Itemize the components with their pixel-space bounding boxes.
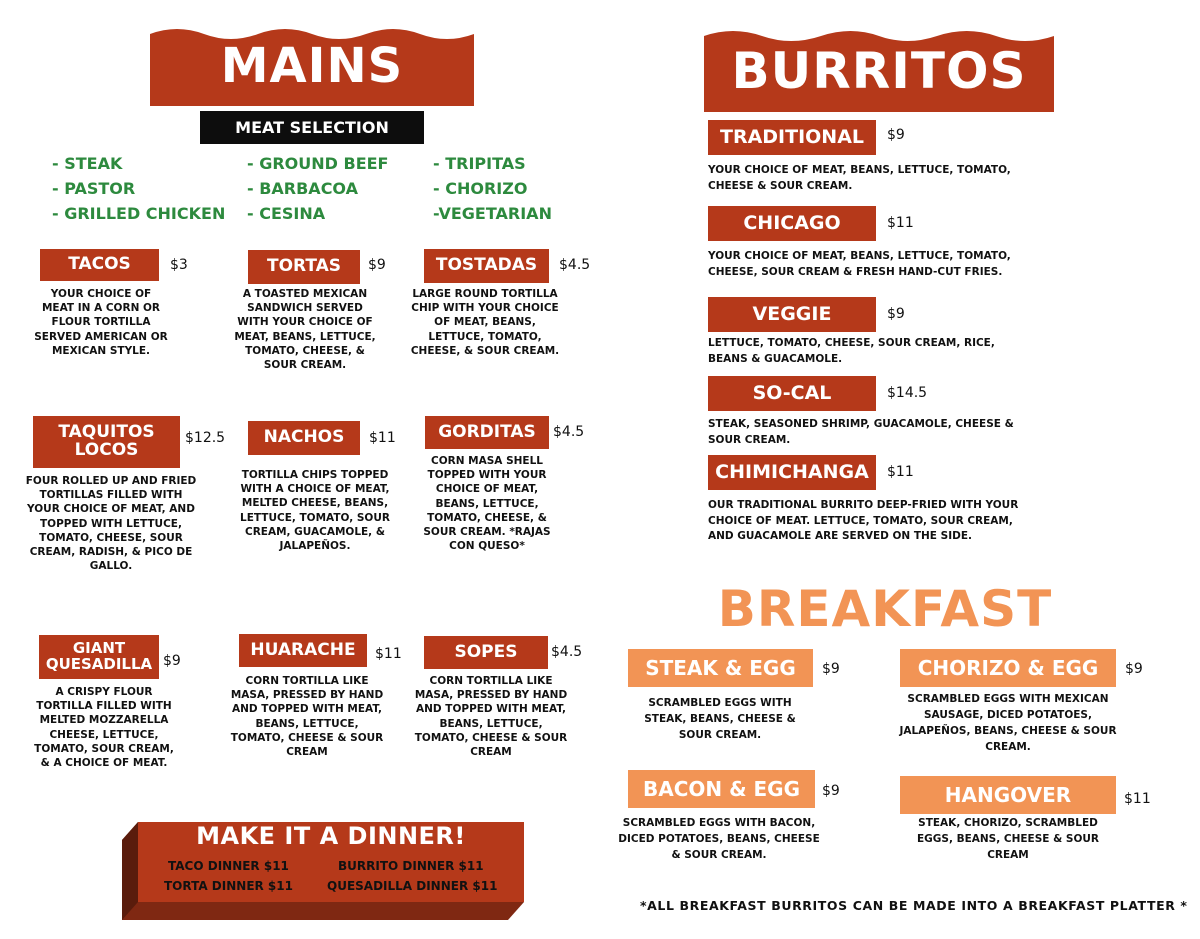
item-taquitos-label xyxy=(33,416,180,468)
burrito-chicago-price: $11 xyxy=(887,215,914,231)
item-quesadilla-name: GIANT QUESADILLA xyxy=(45,639,153,673)
desc-line: CHEESE, SOUR CREAM & FRESH HAND-CUT FRIES. xyxy=(708,265,1003,278)
meat-selection-text: MEAT SELECTION xyxy=(235,118,389,137)
dinner-line-torta: TORTA DINNER $11 xyxy=(164,879,293,893)
burrito-chimichanga-desc xyxy=(708,498,1018,545)
burrito-traditional-label: TRADITIONAL xyxy=(708,120,876,155)
item-sopes-desc: CORN TORTILLA LIKE MASA, PRESSED BY HAND AND TOPPED WITH MEAT, BEANS, LETTUCE, TOMATO, CHEESE & SOUR CREAM xyxy=(414,675,568,759)
desc-line: OUR TRADITIONAL BURRITO DEEP-FRIED WITH YOUR xyxy=(708,499,1019,511)
breakfast-hangover-desc: STEAK, CHORIZO, SCRAMBLED EGGS, BEANS, CHEESE & SOUR CREAM xyxy=(916,817,1100,861)
dinner-line-taco: TACO DINNER $11 xyxy=(168,859,289,873)
item-tortas-price: $9 xyxy=(368,257,386,273)
burrito-veggie-desc xyxy=(708,336,995,367)
item-tostadas-price: $4.5 xyxy=(559,257,591,273)
item-huarache-label: HUARACHE xyxy=(239,634,367,667)
burrito-socal-price: $14.5 xyxy=(887,385,928,401)
meat-option: - BARBACOA xyxy=(247,179,358,198)
desc-line: BEANS & GUACAMOLE. xyxy=(708,352,843,365)
item-tostadas-label: TOSTADAS xyxy=(424,249,549,283)
breakfast-steak-label: STEAK & EGG xyxy=(628,649,813,687)
item-taquitos-desc: FOUR ROLLED UP AND FRIED TORTILLAS FILLED WITH YOUR CHOICE OF MEAT, AND TOPPED WITH LETTUCE, TOMATO, CHEESE, SOUR CREAM, RADISH, & PICO DE GALLO. xyxy=(25,475,197,573)
meat-option: - GROUND BEEF xyxy=(247,154,389,173)
desc-line: YOUR CHOICE OF MEAT, BEANS, LETTUCE, TOMATO, xyxy=(708,164,1011,176)
item-quesadilla-desc: A CRISPY FLOUR TORTILLA FILLED WITH MELTED MOZZARELLA CHEESE, LETTUCE, TOMATO, SOUR CREAM, & A CHOICE OF MEAT. xyxy=(34,686,174,770)
meat-option: -VEGETARIAN xyxy=(433,204,552,223)
item-nachos-desc: TORTILLA CHIPS TOPPED WITH A CHOICE OF MEAT, MELTED CHEESE, BEANS, LETTUCE, TOMATO, SOUR CREAM, GUACAMOLE, & JALAPEÑOS. xyxy=(240,469,390,553)
desc-line: YOUR CHOICE OF MEAT, BEANS, LETTUCE, TOMATO, xyxy=(708,250,1011,262)
breakfast-steak-price: $9 xyxy=(822,661,840,677)
burrito-veggie-label: VEGGIE xyxy=(708,297,876,332)
item-nachos-label: NACHOS xyxy=(248,421,360,455)
burrito-socal-desc xyxy=(708,417,1014,448)
item-gorditas-desc: CORN MASA SHELL TOPPED WITH YOUR CHOICE OF MEAT, BEANS, LETTUCE, TOMATO, CHEESE, & SOUR CREAM. *RAJAS CON QUESO* xyxy=(423,455,551,553)
breakfast-chorizo-desc: SCRAMBLED EGGS WITH MEXICAN SAUSAGE, DICED POTATOES, JALAPEÑOS, BEANS, CHEESE & SOUR CREAM. xyxy=(899,693,1117,753)
breakfast-hangover-label: HANGOVER xyxy=(900,776,1116,814)
breakfast-chorizo-price: $9 xyxy=(1125,661,1143,677)
item-gorditas-price: $4.5 xyxy=(553,424,585,440)
item-quesadilla-label xyxy=(39,635,159,679)
desc-line: CHOICE OF MEAT. LETTUCE, TOMATO, SOUR CREAM, xyxy=(708,514,1013,527)
item-tacos-desc: YOUR CHOICE OF MEAT IN A CORN OR FLOUR TORTILLA SERVED AMERICAN OR MEXICAN STYLE. xyxy=(34,288,168,357)
item-tortas-label: TORTAS xyxy=(248,250,360,284)
meat-option: - PASTOR xyxy=(52,179,136,198)
desc-line: LETTUCE, TOMATO, CHEESE, SOUR CREAM, RICE, xyxy=(708,337,995,349)
burrito-chimichanga-label: CHIMICHANGA xyxy=(708,455,876,490)
item-sopes-price: $4.5 xyxy=(551,644,583,660)
item-gorditas-label: GORDITAS xyxy=(425,416,549,449)
breakfast-bacon-label: BACON & EGG xyxy=(628,770,815,808)
desc-line: CHEESE & SOUR CREAM. xyxy=(708,179,853,192)
meat-option: - CHORIZO xyxy=(433,179,528,198)
dinner-title: MAKE IT A DINNER! xyxy=(196,822,466,850)
burrito-chicago-label: CHICAGO xyxy=(708,206,876,241)
burrito-traditional-desc xyxy=(708,163,1011,194)
meat-option: - STEAK xyxy=(52,154,123,173)
item-sopes-label: SOPES xyxy=(424,636,548,669)
desc-line: STEAK, SEASONED SHRIMP, GUACAMOLE, CHEESE & xyxy=(708,418,1014,430)
desc-line: AND GUACAMOLE ARE SERVED ON THE SIDE. xyxy=(708,530,972,542)
breakfast-title: BREAKFAST xyxy=(717,580,1053,638)
dinner-line-quesadilla: QUESADILLA DINNER $11 xyxy=(327,879,498,893)
item-taquitos-name: TAQUITOS LOCOS xyxy=(58,422,155,460)
breakfast-bacon-price: $9 xyxy=(822,783,840,799)
item-tortas-desc: A TOASTED MEXICAN SANDWICH SERVED WITH YOUR CHOICE OF MEAT, BEANS, LETTUCE, TOMATO, CHEESE, & SOUR CREAM. xyxy=(234,288,376,372)
item-huarache-price: $11 xyxy=(375,646,402,662)
meat-option: - CESINA xyxy=(247,204,326,223)
dinner-line-burrito: BURRITO DINNER $11 xyxy=(338,859,484,873)
item-taquitos-price: $12.5 xyxy=(185,430,226,446)
meat-list-col3 xyxy=(433,151,552,226)
meat-option: - GRILLED CHICKEN xyxy=(52,204,226,223)
item-tostadas-desc: LARGE ROUND TORTILLA CHIP WITH YOUR CHOICE OF MEAT, BEANS, LETTUCE, TOMATO, CHEESE, & SOUR CREAM. xyxy=(410,288,560,357)
breakfast-hangover-price: $11 xyxy=(1124,791,1151,807)
burrito-chicago-desc xyxy=(708,249,1011,280)
meat-selection-label xyxy=(200,111,424,144)
item-quesadilla-price: $9 xyxy=(163,653,181,669)
item-huarache-desc: CORN TORTILLA LIKE MASA, PRESSED BY HAND AND TOPPED WITH MEAT, BEANS, LETTUCE, TOMATO, CHEESE & SOUR CREAM xyxy=(230,675,384,759)
burritos-title: BURRITOS xyxy=(731,42,1027,100)
item-tacos-label: TACOS xyxy=(40,249,159,281)
item-nachos-price: $11 xyxy=(369,430,396,446)
meat-list-col1 xyxy=(52,151,225,226)
burrito-veggie-price: $9 xyxy=(887,306,905,322)
meat-list-col2 xyxy=(247,151,388,226)
mains-title: MAINS xyxy=(220,38,404,94)
breakfast-footnote: *ALL BREAKFAST BURRITOS CAN BE MADE INTO A BREAKFAST PLATTER * xyxy=(640,898,1188,913)
breakfast-steak-desc: SCRAMBLED EGGS WITH STEAK, BEANS, CHEESE & SOUR CREAM. xyxy=(644,697,796,741)
breakfast-chorizo-label: CHORIZO & EGG xyxy=(900,649,1116,687)
burrito-socal-label: SO-CAL xyxy=(708,376,876,411)
breakfast-bacon-desc: SCRAMBLED EGGS WITH BACON, DICED POTATOES, BEANS, CHEESE & SOUR CREAM. xyxy=(618,817,820,861)
burrito-traditional-price: $9 xyxy=(887,127,905,143)
desc-line: SOUR CREAM. xyxy=(708,433,791,446)
burrito-chimichanga-price: $11 xyxy=(887,464,914,480)
meat-option: - TRIPITAS xyxy=(433,154,526,173)
item-tacos-price: $3 xyxy=(170,257,188,273)
